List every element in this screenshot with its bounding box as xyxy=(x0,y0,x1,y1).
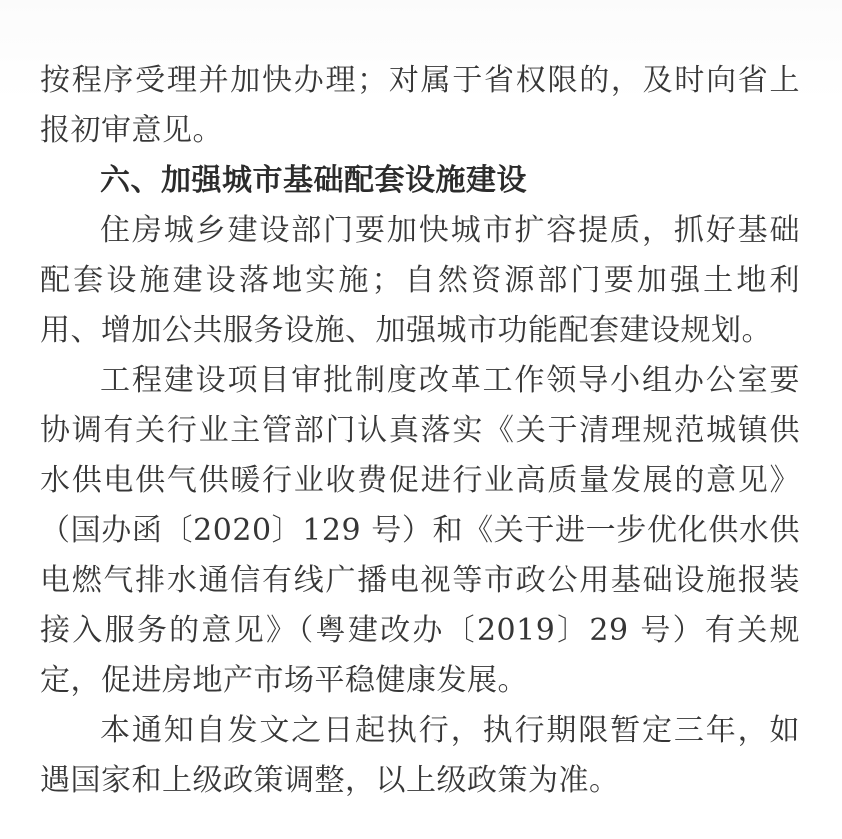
section-heading: 六、加强城市基础配套设施建设 xyxy=(100,163,527,198)
paragraph-effective-period: 本通知自发文之日起执行，执行期限暂定三年，如遇国家和上级政策调整，以上级政策为准。 xyxy=(40,713,800,798)
paragraph-continuation: 按程序受理并加快办理；对属于省权限的，及时向省上报初审意见。 xyxy=(40,63,800,148)
paragraph-infrastructure-depts: 住房城乡建设部门要加快城市扩容提质，抓好基础配套设施建设落地实施；自然资源部门要加强土地利用、增加公共服务设施、加强城市功能配套建设规划。 xyxy=(40,213,800,348)
paragraph-approval-reform-office: 工程建设项目审批制度改革工作领导小组办公室要协调有关行业主管部门认真落实《关于清理规范城镇供水供电供气供暖行业收费促进行业高质量发展的意见》（国办函〔2020〕129 号）和《关于进一步优化供水供电燃气排水通信有线广播电视等市政公用基础设施报装接入服务的意见》（粤建改办〔2019〕29 号）有关规定，促进房地产市场平稳健康发展。 xyxy=(40,363,800,698)
